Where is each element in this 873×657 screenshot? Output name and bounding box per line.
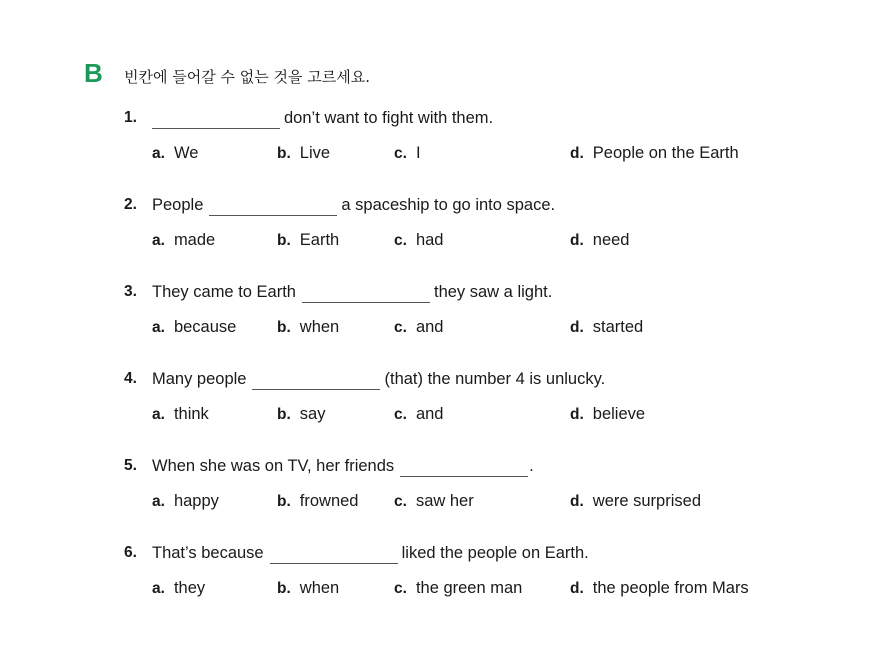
question-5	[124, 455, 844, 512]
answer-blank	[209, 197, 337, 216]
question-stem	[124, 368, 844, 390]
stem-text	[152, 107, 493, 129]
question-number: 1.	[124, 109, 137, 126]
option-c[interactable]: c. and	[394, 405, 444, 423]
option-b[interactable]: b. when	[277, 579, 340, 597]
question-1	[124, 107, 844, 164]
stem-after: .	[529, 457, 534, 475]
option-c[interactable]: c. I	[394, 144, 421, 162]
option-d[interactable]: d. started	[570, 318, 644, 336]
question-number: 5.	[124, 457, 137, 474]
question-number: 3.	[124, 283, 137, 300]
option-a[interactable]: a. think	[152, 405, 209, 423]
option-d[interactable]: d. were surprised	[570, 492, 701, 510]
stem-text	[152, 542, 589, 564]
question-stem	[124, 281, 844, 303]
answer-blank	[252, 371, 380, 390]
option-b[interactable]: b. frowned	[277, 492, 359, 510]
question-4	[124, 368, 844, 425]
stem-after: (that) the number 4 is unlucky.	[384, 370, 606, 388]
stem-after: don’t want to fight with them.	[284, 109, 494, 127]
question-number: 4.	[124, 370, 137, 387]
answer-blank	[270, 545, 398, 564]
options-row	[124, 229, 844, 251]
stem-after: a spaceship to go into space.	[341, 196, 556, 214]
option-d[interactable]: d. the people from Mars	[570, 579, 749, 597]
stem-after: they saw a light.	[433, 283, 553, 301]
stem-text	[152, 194, 555, 216]
question-3	[124, 281, 844, 338]
option-a[interactable]: a. happy	[152, 492, 219, 510]
stem-text	[152, 368, 605, 390]
question-number: 2.	[124, 196, 137, 213]
question-stem	[124, 194, 844, 216]
stem-text	[152, 281, 552, 303]
option-a[interactable]: a. We	[152, 144, 199, 162]
section-letter: B	[84, 58, 103, 88]
option-b[interactable]: b. when	[277, 318, 340, 336]
question-stem	[124, 107, 844, 129]
option-d[interactable]: d. need	[570, 231, 630, 249]
option-c[interactable]: c. the green man	[394, 579, 523, 597]
question-stem	[124, 455, 844, 477]
options-row	[124, 142, 844, 164]
stem-after: liked the people on Earth.	[401, 544, 589, 562]
option-d[interactable]: d. believe	[570, 405, 646, 423]
answer-blank	[302, 284, 430, 303]
stem-before: That’s because	[152, 544, 264, 562]
options-row	[124, 490, 844, 512]
option-c[interactable]: c. saw her	[394, 492, 474, 510]
question-6	[124, 542, 844, 599]
option-a[interactable]: a. they	[152, 579, 206, 597]
stem-before: When she was on TV, her friends	[152, 457, 395, 475]
options-row	[124, 316, 844, 338]
answer-blank	[400, 458, 528, 477]
question-2	[124, 194, 844, 251]
option-c[interactable]: c. had	[394, 231, 444, 249]
option-a[interactable]: a. because	[152, 318, 237, 336]
answer-blank	[152, 110, 280, 129]
stem-before: Many people	[152, 370, 247, 388]
option-b[interactable]: b. say	[277, 405, 326, 423]
stem-before: People	[152, 196, 204, 214]
question-number: 6.	[124, 544, 137, 561]
instruction-text: 빈칸에 들어갈 수 없는 것을 고르세요.	[124, 68, 370, 86]
option-c[interactable]: c. and	[394, 318, 444, 336]
stem-before: They came to Earth	[152, 283, 296, 301]
option-b[interactable]: b. Earth	[277, 231, 340, 249]
option-a[interactable]: a. made	[152, 231, 216, 249]
options-row	[124, 577, 844, 599]
option-d[interactable]: d. People on the Earth	[570, 144, 739, 162]
stem-text	[152, 455, 534, 477]
option-b[interactable]: b. Live	[277, 144, 331, 162]
question-stem	[124, 542, 844, 564]
options-row	[124, 403, 844, 425]
